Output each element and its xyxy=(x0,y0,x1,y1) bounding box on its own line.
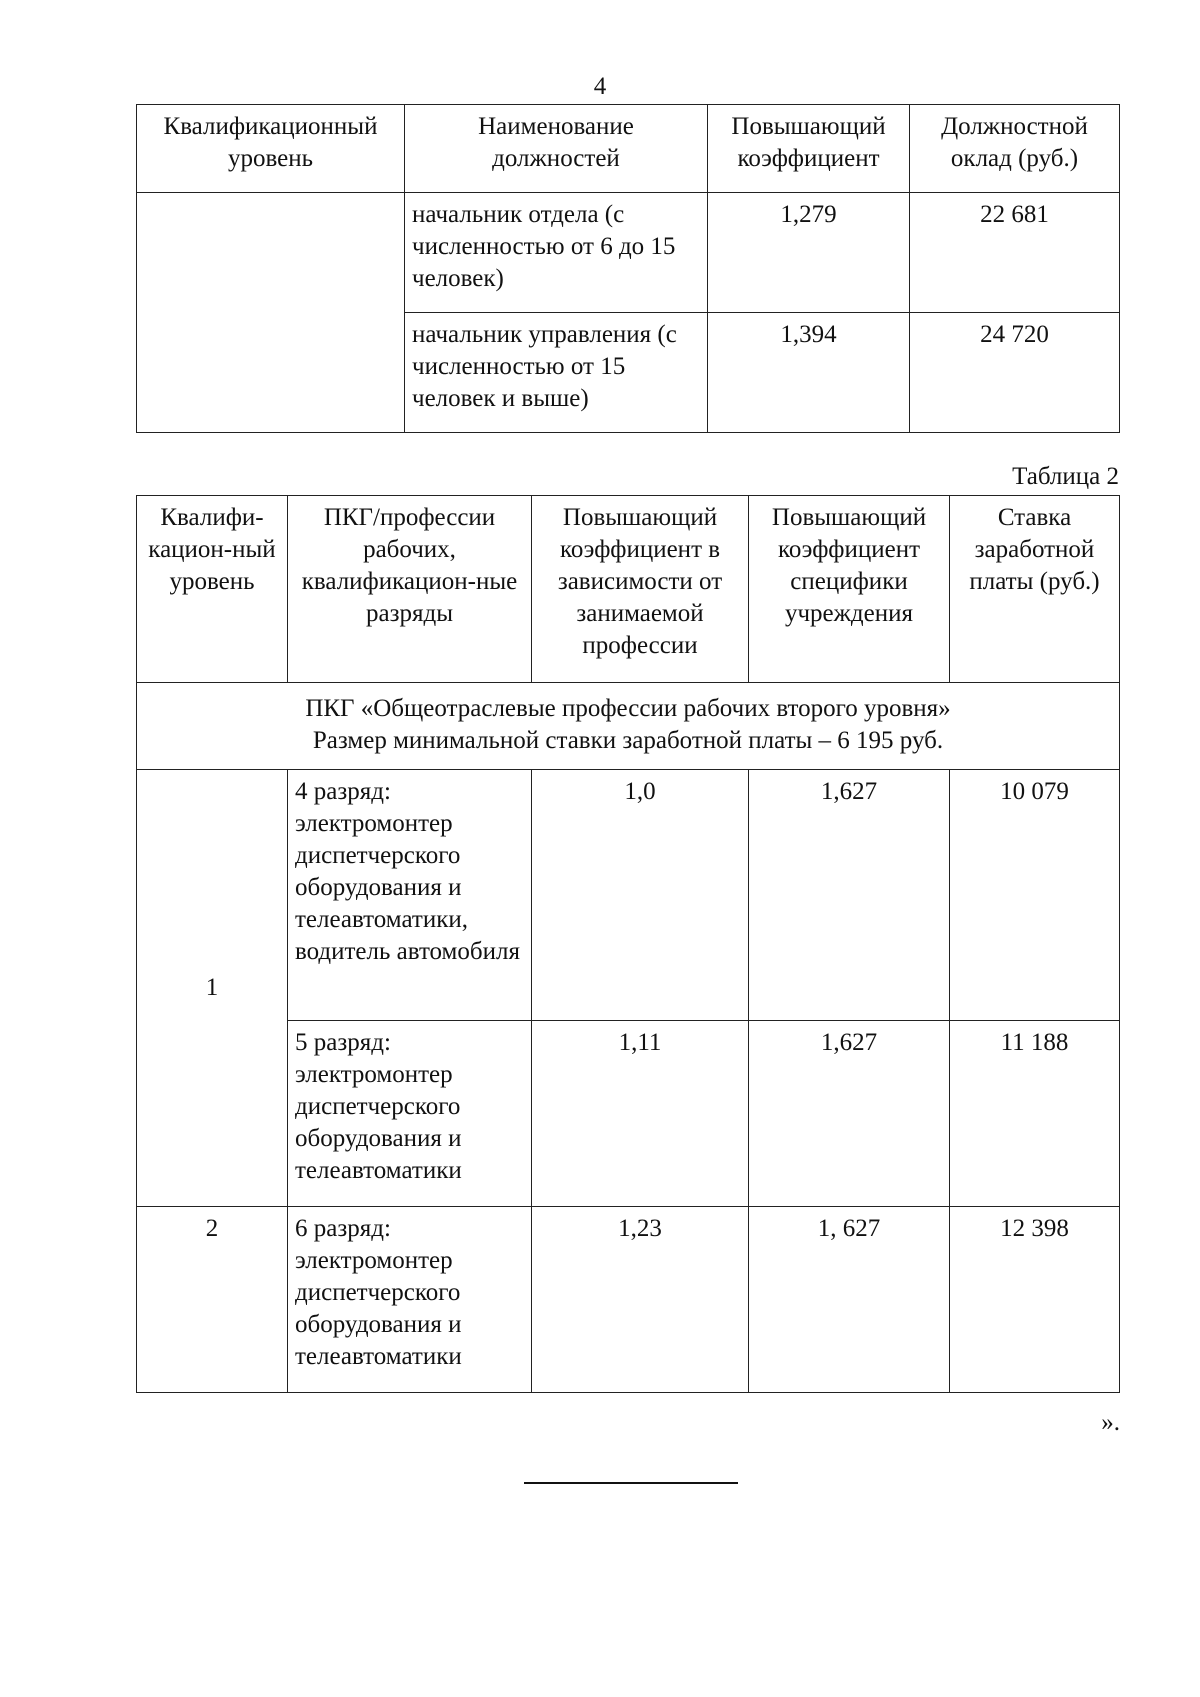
table-2-header-spec-coef: Повышающий коэффициент специфики учреждения xyxy=(749,496,950,683)
table-2-header-prof-coef: Повышающий коэффициент в зависимости от занимаемой профессии xyxy=(532,496,749,683)
section-min-rate: Размер минимальной ставки заработной платы – 6 195 руб. xyxy=(312,727,944,754)
table-1-header-position: Наименование должностей xyxy=(405,105,708,193)
table-2-grade-cell: 5 разряд: электромонтер диспетчерского оборудования и телеавтоматики xyxy=(288,1021,532,1207)
table-2-rate-cell: 12 398 xyxy=(950,1207,1120,1393)
closing-quote-mark: ». xyxy=(1101,1409,1120,1436)
table-1-position-cell: начальник отдела (с численностью от 6 до 15 человек) xyxy=(405,193,708,313)
table-2-header-rate: Ставка заработной платы (руб.) xyxy=(950,496,1120,683)
table-2-grade-cell: 6 разряд: электромонтер диспетчерского оборудования и телеавтоматики xyxy=(288,1207,532,1393)
table-1-level-cell xyxy=(137,193,405,433)
table-row xyxy=(137,193,1120,313)
table-row xyxy=(137,770,1120,1021)
table-1-header-salary: Должностной оклад (руб.) xyxy=(910,105,1120,193)
table-2-rate-cell: 10 079 xyxy=(950,770,1120,1021)
table-1-header-coef: Повышающий коэффициент xyxy=(708,105,910,193)
table-1-position-cell: начальник управления (с численностью от 15 человек и выше) xyxy=(405,313,708,433)
table-1 xyxy=(136,104,1120,433)
table-2-header-level: Квалифи-кацион-ный уровень xyxy=(137,496,288,683)
table-2-header-grade: ПКГ/профессии рабочих, квалификацион-ные разряды xyxy=(288,496,532,683)
table-2-section-cell xyxy=(137,683,1120,770)
table-1-header-row xyxy=(137,105,1120,193)
table-1-header-level: Квалификационный уровень xyxy=(137,105,405,193)
table-2-prof-coef-cell: 1,11 xyxy=(532,1021,749,1207)
table-1-salary-cell: 24 720 xyxy=(910,313,1120,433)
table-2-prof-coef-cell: 1,23 xyxy=(532,1207,749,1393)
table-1-salary-cell: 22 681 xyxy=(910,193,1120,313)
table-2-grade-cell: 4 разряд: электромонтер диспетчерского оборудования и телеавтоматики, водитель автомобиля xyxy=(288,770,532,1021)
table-2-section-row xyxy=(137,683,1120,770)
table-2-level-cell: 2 xyxy=(137,1207,288,1393)
table-2-spec-coef-cell: 1, 627 xyxy=(749,1207,950,1393)
table-2-spec-coef-cell: 1,627 xyxy=(749,770,950,1021)
table-2-spec-coef-cell: 1,627 xyxy=(749,1021,950,1207)
table-1-coef-cell: 1,394 xyxy=(708,313,910,433)
table-row xyxy=(137,1207,1120,1393)
end-rule xyxy=(524,1482,738,1484)
page-number: 4 xyxy=(593,73,607,100)
table-1-coef-cell: 1,279 xyxy=(708,193,910,313)
table-2-rate-cell: 11 188 xyxy=(950,1021,1120,1207)
table-2-caption: Таблица 2 xyxy=(1012,463,1119,490)
section-title: ПКГ «Общеотраслевые профессии рабочих второго уровня» xyxy=(305,695,951,722)
table-2 xyxy=(136,495,1120,1393)
table-2-prof-coef-cell: 1,0 xyxy=(532,770,749,1021)
table-2-header-row xyxy=(137,496,1120,683)
table-2-level-cell: 1 xyxy=(137,770,288,1207)
